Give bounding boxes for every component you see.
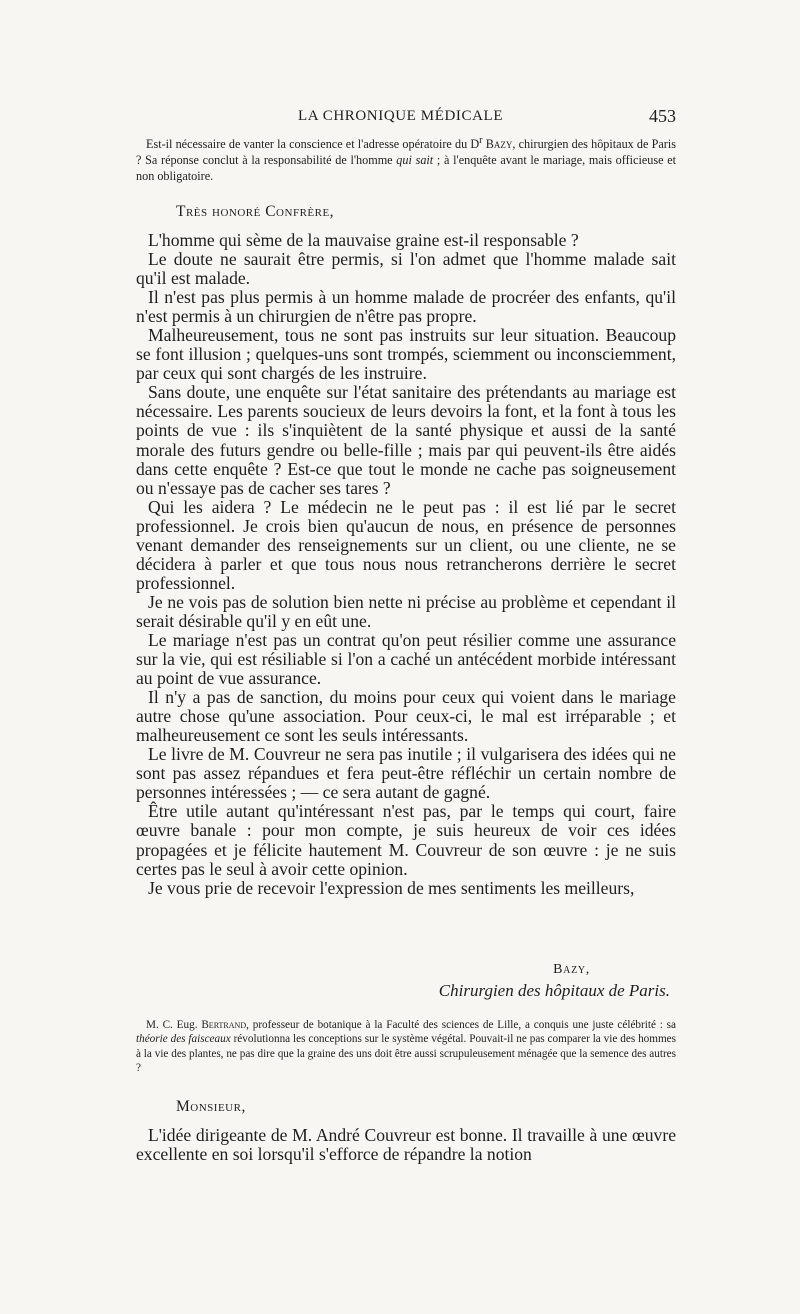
intro-text-1: Est-il nécessaire de vanter la conscience et l'adresse opératoire du D: [146, 137, 480, 152]
letter-body: [136, 231, 676, 898]
letter-paragraph: Sans doute, une enquête sur l'état sanitaire des prétendants au mariage est nécessaire. Les parents soucieux de leurs devoirs la font, et la font à tous les points de vue : ils s'inquiètent de la santé physique et aussi de la santé morale des futurs gendre ou belle-fille ; mais par qui peuvent-ils être aidés dans cette enquête ? Est-ce que tout le monde ne cache pas soigneusement ou n'essaye pas de cacher ses tares ?: [136, 382, 676, 498]
document-page: [136, 0, 680, 1314]
letter-paragraph: Il n'est pas plus permis à un homme malade de procréer des enfants, qu'il n'est permis à un chirurgien de n'être pas propre.: [136, 287, 676, 327]
letter-salutation: Très honoré Confrère,: [176, 203, 335, 220]
letter-body: [136, 1126, 676, 1164]
signature-name: Bazy,: [553, 962, 590, 977]
editorial-intro: [136, 133, 676, 184]
letter-paragraph: Le livre de M. Couvreur ne sera pas inutile ; il vulgarisera des idées qui ne sont pas assez répandues et fera peut-être réfléchir un certain nombre de personnes intéressées ; — ce sera autant de gagné.: [136, 744, 676, 803]
intro-doctor-abbrev: r: [479, 135, 483, 146]
note-author-name: Bertrand: [201, 1019, 247, 1031]
letter-paragraph: L'idée dirigeante de M. André Couvreur est bonne. Il travaille à une œuvre excellente en soi lorsqu'il s'efforce de répandre la notion: [136, 1125, 676, 1165]
note-text-2: , professeur de botanique à la Faculté des sciences de Lille, a conquis une juste célébrité : sa: [246, 1019, 677, 1031]
letter-paragraph: Malheureusement, tous ne sont pas instruits sur leur situation. Beaucoup se font illusion ; quelques-uns sont trompés, sciemment ou inconsciemment, par ceux qui sont chargés de les instruire.: [136, 325, 676, 384]
intro-text-2: , chirurgien des hôpitaux de Paris ? Sa réponse conclut à la responsabilité de l'homme: [136, 137, 676, 167]
note-text-1: M. C. Eug.: [146, 1019, 202, 1031]
page-header: [136, 106, 680, 128]
letter-paragraph: Le mariage n'est pas un contrat qu'on peut résilier comme une assurance sur la vie, qui est résiliable si l'on a caché un antécédent morbide intéressant au point de vue assurance.: [136, 629, 676, 689]
editorial-note: [136, 1018, 676, 1076]
intro-author-name: Bazy: [485, 137, 513, 152]
letter-paragraph: Je ne vois pas de solution bien nette ni précise au problème et cependant il serait désirable qu'il y en eût une.: [136, 591, 676, 631]
intro-text-3: ; à l'enquête avant le mariage, mais officieuse et non obligatoire.: [136, 152, 676, 183]
signature-title: Chirurgien des hôpitaux de Paris.: [438, 981, 670, 1000]
letter-paragraph: Il n'y a pas de sanction, du moins pour ceux qui voient dans le mariage autre chose qu'une association. Pour ceux-ci, le mal est irréparable ; et malheureusement ce sont les seuls intéressants.: [136, 687, 676, 746]
letter-paragraph: Qui les aidera ? Le médecin ne le peut pas : il est lié par le secret professionnel. Je crois bien qu'aucun de nous, en présence de personnes venant demander des renseignements sur un client, ou une cliente, ne se décidera à parler et que tous nous nous retrancherons derrière le secret professionnel.: [136, 496, 676, 593]
letter-paragraph: Je vous prie de recevoir l'expression de mes sentiments les meilleurs,: [148, 877, 635, 898]
letter-paragraph: L'homme qui sème de la mauvaise graine est-il responsable ?: [148, 230, 579, 250]
note-italic: théorie des faisceaux: [136, 1033, 231, 1046]
page-number: 453: [649, 106, 676, 126]
running-title: LA CHRONIQUE MÉDICALE: [298, 108, 504, 124]
intro-italic: qui sait: [396, 152, 434, 167]
letter-paragraph: Être utile autant qu'intéressant n'est pas, par le temps qui court, faire œuvre banale : pour mon compte, je suis heureux de voir ces idées propagées et je félicite hautement M. Couvreur de son œuvre : je ne suis certes pas le seul à avoir cette opinion.: [136, 801, 676, 879]
letter-paragraph: Le doute ne saurait être permis, si l'on admet que l'homme malade sait qu'il est malade.: [136, 249, 676, 289]
note-text-3: révolutionna les conceptions sur le système végétal. Pouvait-il ne pas comparer la vie des hommes à la vie des plantes, ne pas dire que la graine des uns doit être aussi scrupuleusement ménagée que la semence des autres ?: [136, 1033, 676, 1075]
letter-salutation: Monsieur,: [176, 1098, 246, 1115]
